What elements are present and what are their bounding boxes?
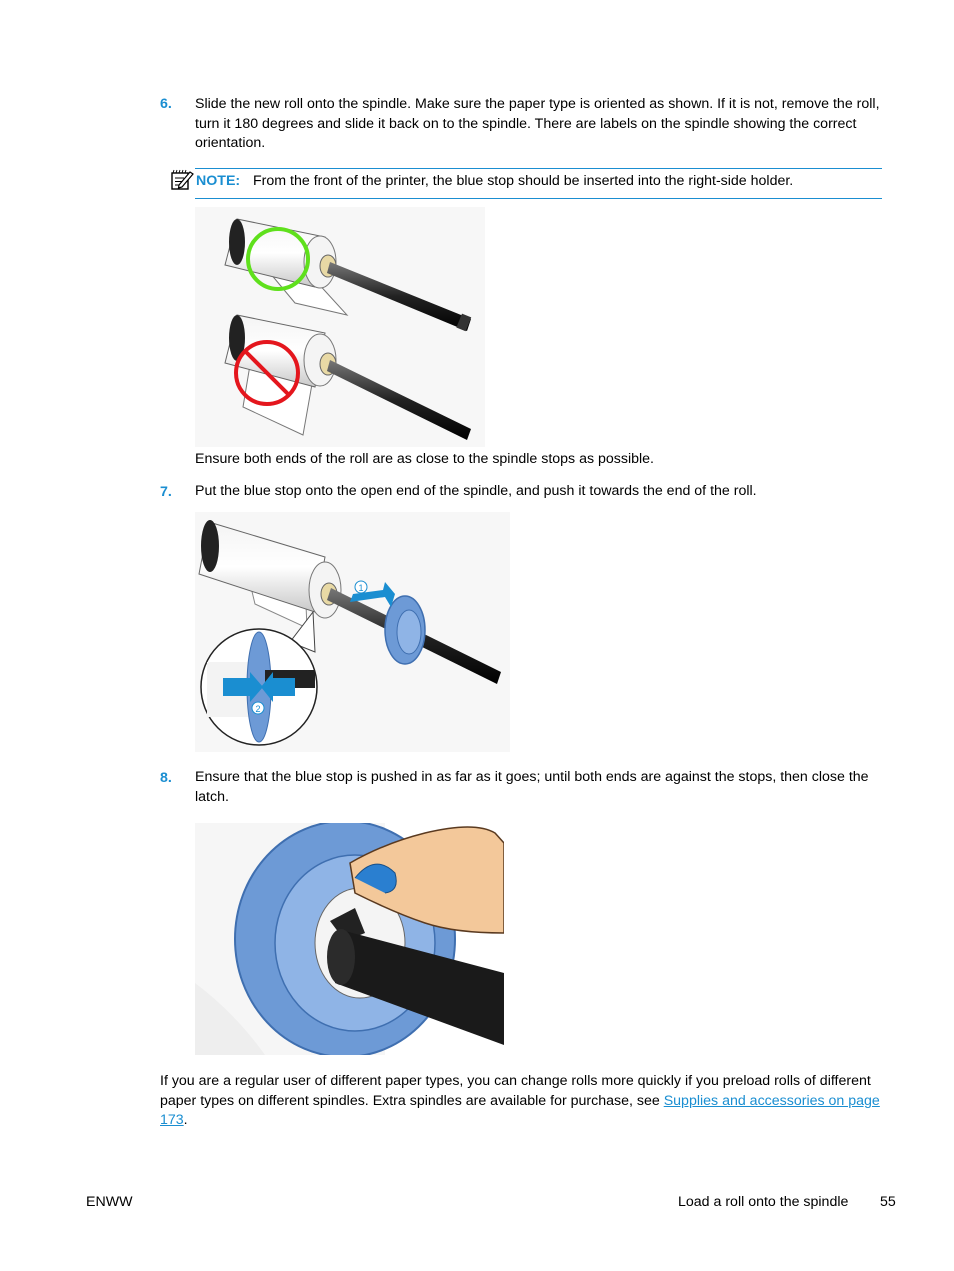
- closing-end: .: [183, 1112, 188, 1129]
- note-label: NOTE:: [196, 173, 241, 189]
- figure-blue-stop-insertion: [195, 512, 510, 752]
- footer-section: Load a roll onto the spindle: [678, 1194, 849, 1210]
- footer-left: ENWW: [86, 1194, 133, 1210]
- note-text: From the front of the printer, the blue stop should be inserted into the right-side holder.: [253, 173, 794, 189]
- note-bottom-rule: [195, 198, 882, 199]
- note-top-rule: [195, 168, 882, 169]
- step-7-number: 7.: [160, 484, 172, 500]
- figure-close-latch: [195, 823, 504, 1055]
- step-6-number: 6.: [160, 96, 172, 112]
- step-7-text: Put the blue stop onto the open end of the spindle, and push it towards the end of the roll.: [195, 483, 757, 499]
- closing-text: If you are a regular user of different paper types, you can change rolls more quickly if you preload rolls of different paper types on different spindles. Extra spindles are available for purchase, see: [160, 1073, 871, 1109]
- note-icon: [170, 169, 194, 191]
- ensure-ends-text: Ensure both ends of the roll are as close to the spindle stops as possible.: [195, 451, 655, 467]
- callout-1: 1: [358, 583, 364, 593]
- step-8-number: 8.: [160, 770, 172, 786]
- supplies-link[interactable]: Supplies and accessories on page 173: [160, 1092, 880, 1129]
- step-8-text: Ensure that the blue stop is pushed in as far as it goes; until both ends are against the stops, then close the latch.: [195, 769, 869, 805]
- callout-2: 2: [255, 704, 261, 714]
- figure-roll-orientation: [195, 207, 485, 447]
- footer-page-number: 55: [880, 1194, 896, 1210]
- closing-paragraph: [160, 1072, 880, 1131]
- step-6-text: Slide the new roll onto the spindle. Make sure the paper type is oriented as shown. If it is not, remove the roll, turn it 180 degrees and slide it back on to the spindle. There are labels on the spindle showing the correct orientation.: [195, 96, 880, 152]
